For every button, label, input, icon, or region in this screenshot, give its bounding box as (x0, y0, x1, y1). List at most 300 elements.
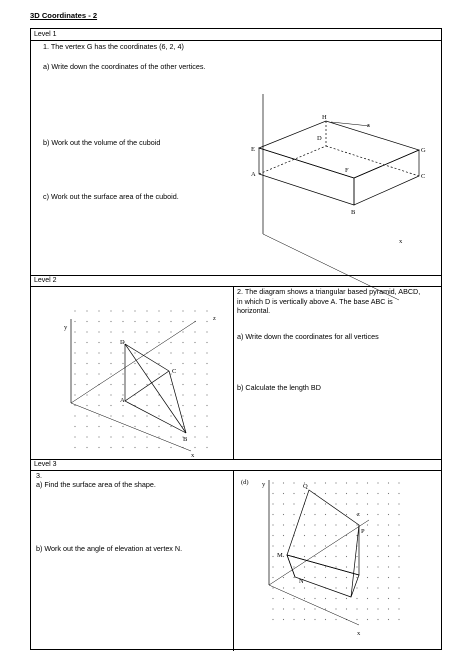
grid-dot (304, 545, 305, 546)
grid-dot (146, 342, 147, 343)
grid-dot (335, 598, 336, 599)
grid-dot (122, 447, 123, 448)
grid-dot (283, 577, 284, 578)
grid-dot (388, 598, 389, 599)
grid-dot (356, 587, 357, 588)
grid-dot (98, 415, 99, 416)
grid-dot (158, 321, 159, 322)
grid-dot (314, 619, 315, 620)
grid-dot (325, 535, 326, 536)
grid-dot (86, 405, 87, 406)
level2-part-b: b) Calculate the length BD (237, 383, 321, 392)
label-A: A (251, 171, 256, 178)
level3-number: 3. (36, 471, 42, 480)
grid-dot (146, 310, 147, 311)
grid-dot (146, 394, 147, 395)
grid-dot (182, 394, 183, 395)
grid-dot (74, 384, 75, 385)
grid-dot (356, 619, 357, 620)
level2-part-a: a) Write down the coordinates for all vertices (237, 332, 379, 341)
grid-dot (134, 436, 135, 437)
grid-dot (335, 587, 336, 588)
grid-dot (346, 503, 347, 504)
grid-dot (377, 587, 378, 588)
grid-dot (367, 493, 368, 494)
grid-dot (146, 331, 147, 332)
grid-dot (182, 352, 183, 353)
grid-dot (170, 310, 171, 311)
grid-dot (206, 436, 207, 437)
grid-dot (293, 493, 294, 494)
grid-dot (194, 405, 195, 406)
grid-dot (356, 608, 357, 609)
grid-dot (194, 436, 195, 437)
grid-dot (283, 587, 284, 588)
grid-dot (86, 310, 87, 311)
grid-dot (304, 598, 305, 599)
grid-dot (283, 545, 284, 546)
grid-dot (314, 598, 315, 599)
grid-dot (122, 363, 123, 364)
grid-dot (272, 545, 273, 546)
grid-dot (293, 545, 294, 546)
label-z3: z (357, 511, 360, 518)
label-D2: D (120, 339, 125, 346)
grid-dot (206, 384, 207, 385)
grid-dot (98, 394, 99, 395)
grid-dot (134, 352, 135, 353)
grid-dot (110, 331, 111, 332)
grid-dot (146, 436, 147, 437)
grid-dot (194, 384, 195, 385)
grid-dot (194, 352, 195, 353)
level3-label: Level 3 (34, 461, 57, 468)
grid-dot (182, 310, 183, 311)
grid-dot (283, 493, 284, 494)
grid-dot (398, 556, 399, 557)
grid-dot (194, 373, 195, 374)
grid-dot (367, 545, 368, 546)
grid-dot (283, 503, 284, 504)
grid-dot (146, 426, 147, 427)
grid-dot (134, 363, 135, 364)
grid-dot (335, 566, 336, 567)
grid-dot (86, 373, 87, 374)
grid-dot (182, 426, 183, 427)
grid-dot (335, 545, 336, 546)
grid-dot (194, 363, 195, 364)
grid-dot (74, 405, 75, 406)
grid-dot (98, 321, 99, 322)
grid-dot (170, 363, 171, 364)
grid-dot (346, 482, 347, 483)
grid-dot (98, 447, 99, 448)
grid-dot (335, 577, 336, 578)
grid-dot (110, 405, 111, 406)
grid-dot (314, 545, 315, 546)
grid-dot (398, 608, 399, 609)
grid-dot (158, 363, 159, 364)
grid-dot (74, 331, 75, 332)
prism-diagram (239, 475, 439, 645)
grid-dot (356, 566, 357, 567)
label-z2: z (213, 315, 216, 322)
grid-dot (398, 545, 399, 546)
grid-dot (398, 535, 399, 536)
grid-dot (86, 342, 87, 343)
grid-dot (272, 566, 273, 567)
grid-dot (335, 514, 336, 515)
grid-dot (367, 503, 368, 504)
grid-dot (206, 363, 207, 364)
grid-dot (325, 566, 326, 567)
grid-dot (146, 447, 147, 448)
label-D: D (317, 135, 322, 142)
grid-dot (304, 514, 305, 515)
grid-dot (74, 394, 75, 395)
label-A2: A (120, 397, 125, 404)
grid-dot (377, 577, 378, 578)
grid-dot (170, 321, 171, 322)
grid-dot (377, 503, 378, 504)
grid-dot (146, 321, 147, 322)
grid-dot (86, 394, 87, 395)
grid-dot (206, 321, 207, 322)
grid-dot (388, 587, 389, 588)
grid-dot (314, 556, 315, 557)
grid-dot (158, 384, 159, 385)
grid-dot (367, 608, 368, 609)
grid-dot (158, 447, 159, 448)
level3-part-b: b) Work out the angle of elevation at vertex N. (36, 544, 183, 553)
grid-dot (158, 436, 159, 437)
grid-dot (74, 436, 75, 437)
grid-dot (98, 331, 99, 332)
grid-dot (304, 493, 305, 494)
grid-dot (325, 524, 326, 525)
grid-dot (325, 577, 326, 578)
grid-dot (86, 363, 87, 364)
grid-dot (206, 426, 207, 427)
grid-dot (398, 598, 399, 599)
grid-dot (388, 524, 389, 525)
grid-dot (388, 556, 389, 557)
grid-dot (325, 608, 326, 609)
label-x2: x (191, 452, 195, 459)
grid-dot (206, 352, 207, 353)
label-B2: B (183, 436, 188, 443)
grid-dot (283, 482, 284, 483)
grid-dot (170, 394, 171, 395)
grid-dot (74, 373, 75, 374)
grid-dot (86, 331, 87, 332)
grid-dot (122, 394, 123, 395)
grid-dot (134, 384, 135, 385)
worksheet-table (30, 28, 442, 650)
grid-dot (206, 394, 207, 395)
grid-dot (335, 535, 336, 536)
label-C2: C (172, 368, 177, 375)
grid-dot (367, 556, 368, 557)
pyramid-diagram (61, 291, 231, 459)
grid-dot (170, 352, 171, 353)
grid-dot (122, 373, 123, 374)
grid-dot (293, 524, 294, 525)
grid-dot (170, 331, 171, 332)
grid-dot (86, 415, 87, 416)
level1-label: Level 1 (34, 31, 57, 38)
grid-dot (346, 577, 347, 578)
label-H: H (322, 114, 327, 121)
grid-dot (388, 535, 389, 536)
grid-dot (398, 587, 399, 588)
label-E: E (251, 146, 255, 153)
grid-dot (377, 535, 378, 536)
grid-dot (134, 310, 135, 311)
grid-dot (122, 426, 123, 427)
grid-dot (146, 373, 147, 374)
grid-dot (182, 363, 183, 364)
grid-dot (293, 587, 294, 588)
grid-dot (293, 577, 294, 578)
grid-dot (304, 608, 305, 609)
grid-dot (74, 342, 75, 343)
grid-dot (158, 426, 159, 427)
grid-dot (314, 566, 315, 567)
grid-dot (293, 514, 294, 515)
grid-dot (110, 321, 111, 322)
grid-dot (325, 556, 326, 557)
label-P: P (361, 528, 365, 535)
label-N: N (299, 578, 304, 585)
grid-dot (272, 524, 273, 525)
grid-dot (272, 598, 273, 599)
grid-dot (170, 447, 171, 448)
grid-dot (194, 394, 195, 395)
grid-dot (110, 363, 111, 364)
grid-dot (283, 514, 284, 515)
grid-dot (122, 321, 123, 322)
grid-dot (134, 321, 135, 322)
grid-dot (388, 514, 389, 515)
grid-dot (304, 556, 305, 557)
grid-dot (304, 619, 305, 620)
grid-dot (314, 577, 315, 578)
grid-dot (272, 556, 273, 557)
label-Q: Q (303, 483, 308, 490)
grid-dot (335, 482, 336, 483)
label-y3: y (262, 481, 266, 488)
grid-dot (335, 503, 336, 504)
grid-dot (122, 436, 123, 437)
grid-dot (388, 577, 389, 578)
grid-dot (388, 503, 389, 504)
grid-dot (346, 556, 347, 557)
grid-dot (134, 426, 135, 427)
grid-dot (314, 482, 315, 483)
grid-dot (325, 503, 326, 504)
grid-dot (283, 535, 284, 536)
label-M: M (277, 552, 283, 559)
grid-dot (122, 405, 123, 406)
grid-dot (194, 331, 195, 332)
grid-dot (377, 482, 378, 483)
label-F: F (345, 167, 349, 174)
grid-dot (377, 598, 378, 599)
grid-dot (158, 415, 159, 416)
grid-dot (272, 619, 273, 620)
grid-dot (398, 577, 399, 578)
grid-dot (134, 342, 135, 343)
grid-dot (356, 598, 357, 599)
grid-dot (314, 587, 315, 588)
grid-dot (346, 524, 347, 525)
grid-dot (182, 415, 183, 416)
grid-dot (134, 331, 135, 332)
grid-dot (122, 310, 123, 311)
grid-dot (314, 608, 315, 609)
grid-dot (388, 493, 389, 494)
grid-dot (388, 619, 389, 620)
grid-dot (377, 524, 378, 525)
level1-question1: 1. The vertex G has the coordinates (6, 2, 4) (43, 42, 184, 51)
grid-dot (98, 426, 99, 427)
grid-dot (367, 587, 368, 588)
grid-dot (170, 405, 171, 406)
grid-dot (182, 384, 183, 385)
grid-dot (304, 524, 305, 525)
grid-dot (158, 331, 159, 332)
grid-dot (283, 524, 284, 525)
grid-dot (272, 535, 273, 536)
grid-dot (356, 577, 357, 578)
grid-dot (194, 342, 195, 343)
label-d: (d) (241, 479, 249, 486)
grid-dot (356, 535, 357, 536)
grid-dot (146, 363, 147, 364)
grid-dot (272, 493, 273, 494)
grid-dot (86, 447, 87, 448)
grid-dot (335, 608, 336, 609)
grid-dot (398, 619, 399, 620)
grid-dot (272, 503, 273, 504)
grid-dot (194, 415, 195, 416)
grid-dot (377, 566, 378, 567)
grid-dot (377, 619, 378, 620)
grid-dot (398, 503, 399, 504)
grid-dot (388, 566, 389, 567)
grid-dot (110, 373, 111, 374)
grid-dot (335, 524, 336, 525)
page-title: 3D Coordinates - 2 (30, 11, 98, 20)
grid-dot (98, 436, 99, 437)
grid-dot (346, 587, 347, 588)
grid-dot (293, 608, 294, 609)
grid-dot (293, 482, 294, 483)
grid-dot (304, 535, 305, 536)
grid-dot (398, 566, 399, 567)
grid-dot (206, 342, 207, 343)
grid-dot (388, 608, 389, 609)
grid-dot (346, 608, 347, 609)
grid-dot (122, 415, 123, 416)
grid-dot (158, 342, 159, 343)
grid-dot (74, 447, 75, 448)
grid-dot (110, 310, 111, 311)
grid-dot (356, 556, 357, 557)
grid-dot (86, 384, 87, 385)
grid-dot (170, 342, 171, 343)
grid-dot (398, 514, 399, 515)
grid-dot (146, 405, 147, 406)
grid-dot (194, 447, 195, 448)
grid-dot (283, 619, 284, 620)
grid-dot (367, 524, 368, 525)
grid-dot (194, 310, 195, 311)
grid-dot (74, 321, 75, 322)
cuboid-diagram (241, 84, 441, 264)
grid-dot (346, 545, 347, 546)
grid-dot (293, 503, 294, 504)
grid-dot (134, 447, 135, 448)
grid-dot (122, 331, 123, 332)
level2-question: 2. The diagram shows a triangular based pyramid, ABCD, in which D is vertically above A. The base ABC is horizontal. (237, 287, 421, 315)
grid-dot (377, 545, 378, 546)
grid-dot (86, 436, 87, 437)
grid-dot (86, 352, 87, 353)
grid-dot (158, 310, 159, 311)
grid-dot (367, 619, 368, 620)
grid-dot (194, 426, 195, 427)
level1-part-c: c) Work out the surface area of the cuboid. (43, 192, 179, 201)
grid-dot (272, 514, 273, 515)
grid-dot (182, 373, 183, 374)
grid-dot (272, 482, 273, 483)
grid-dot (304, 566, 305, 567)
grid-dot (74, 352, 75, 353)
grid-dot (110, 342, 111, 343)
grid-dot (377, 493, 378, 494)
level2-label: Level 2 (34, 277, 57, 284)
grid-dot (325, 493, 326, 494)
label-x: x (399, 238, 403, 245)
grid-dot (283, 608, 284, 609)
grid-dot (388, 545, 389, 546)
grid-dot (367, 566, 368, 567)
grid-dot (335, 619, 336, 620)
grid-dot (272, 577, 273, 578)
grid-dot (74, 363, 75, 364)
grid-dot (74, 426, 75, 427)
grid-dot (110, 384, 111, 385)
grid-dot (272, 608, 273, 609)
label-y: y (64, 324, 68, 331)
grid-dot (346, 514, 347, 515)
grid-dot (122, 384, 123, 385)
grid-dot (110, 352, 111, 353)
grid-dot (335, 556, 336, 557)
grid-dot (293, 566, 294, 567)
grid-dot (170, 415, 171, 416)
grid-dot (304, 587, 305, 588)
grid-dot (74, 310, 75, 311)
grid-dot (122, 352, 123, 353)
grid-dot (146, 415, 147, 416)
grid-dot (367, 482, 368, 483)
grid-dot (293, 619, 294, 620)
grid-dot (398, 482, 399, 483)
grid-dot (110, 415, 111, 416)
